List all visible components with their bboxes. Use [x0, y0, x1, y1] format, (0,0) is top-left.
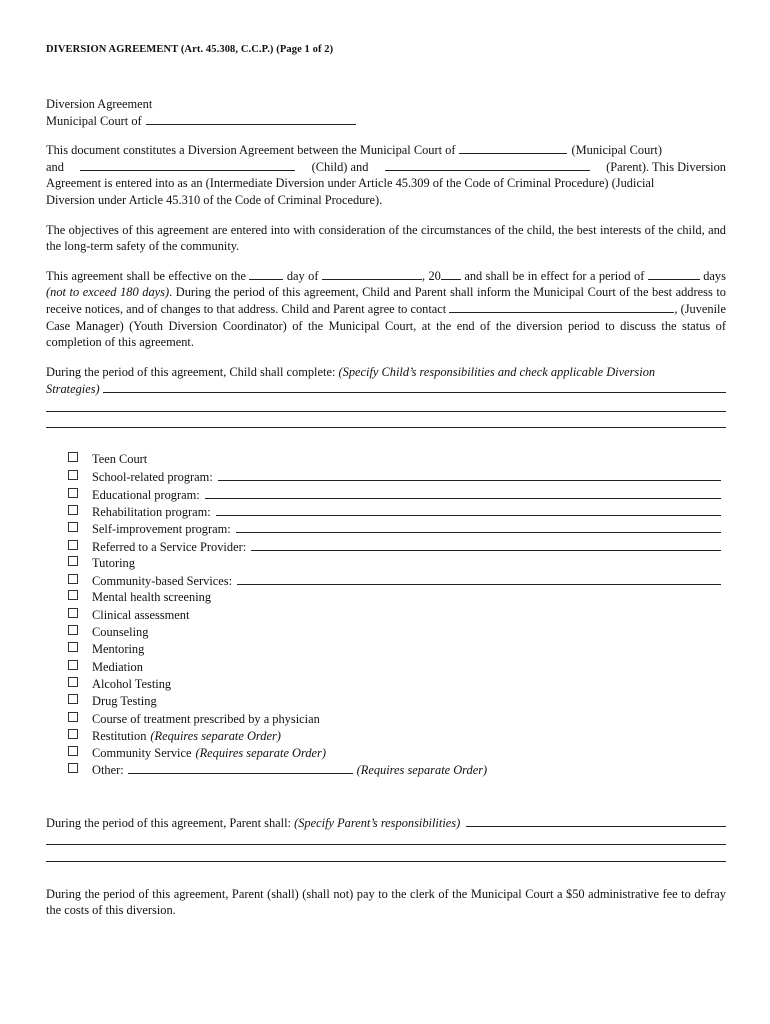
checkbox[interactable] — [68, 590, 78, 600]
checklist-item — [68, 486, 721, 503]
checklist-item — [68, 762, 721, 779]
checkbox[interactable] — [68, 470, 78, 480]
effective-text: . During the period of this agreement, Child and Parent shall inform the Municipal Court of the best address to receive notices, and of changes to that address. Child and Parent agree to contact — [46, 285, 726, 316]
checkbox[interactable] — [68, 556, 78, 566]
checklist-item — [68, 728, 721, 745]
checklist-item-blank[interactable] — [236, 520, 721, 533]
checkbox[interactable] — [68, 642, 78, 652]
child-responsibilities-paragraph — [46, 364, 726, 431]
checklist-item-label: Mentoring — [92, 642, 145, 657]
checklist-item — [68, 451, 721, 468]
checklist-item-label: Drug Testing — [92, 694, 157, 709]
checklist-item — [68, 676, 721, 693]
period-days-blank[interactable] — [648, 268, 700, 280]
municipal-court-blank[interactable] — [459, 142, 567, 154]
checklist-item — [68, 538, 721, 555]
effective-text: day of — [286, 268, 319, 283]
checklist-item-label: Mediation — [92, 659, 143, 674]
child-resp-note: (Specify Child’s responsibilities and check applicable Diversion — [338, 364, 656, 379]
effective-text: This agreement shall be effective on the — [46, 268, 246, 283]
checklist-item-label: Mental health screening — [92, 590, 212, 605]
checklist-item — [68, 607, 721, 624]
checklist-item-note: (Requires separate Order) — [356, 763, 488, 778]
checkbox[interactable] — [68, 677, 78, 687]
checklist-item-blank[interactable] — [237, 572, 721, 585]
checklist-item — [68, 659, 721, 676]
parties-text: This document constitutes a Diversion Agreement between the Municipal Court of — [46, 143, 456, 158]
fee-paragraph: During the period of this agreement, Parent (shall) (shall not) pay to the clerk of the Municipal Court a $50 administrative fee to defray the costs of this diversion. — [46, 886, 726, 918]
parties-paragraph — [46, 142, 726, 208]
parent-resp-blank-line[interactable] — [46, 845, 726, 862]
checklist-item — [68, 572, 721, 589]
checklist-item — [68, 745, 721, 762]
checkbox[interactable] — [68, 746, 78, 756]
checklist-item-label: School-related program: — [92, 470, 213, 485]
child-resp-text: During the period of this agreement, Child shall complete: — [46, 364, 336, 379]
child-resp-line-1 — [46, 364, 726, 381]
checkbox[interactable] — [68, 625, 78, 635]
checkbox[interactable] — [68, 729, 78, 739]
parent-resp-text: During the period of this agreement, Parent shall: — [46, 815, 291, 830]
effective-text: , 20 — [421, 268, 441, 283]
checkbox[interactable] — [68, 574, 78, 584]
effective-text: , (Juvenile Case Manager) (Youth Diversion Coordinator) of the Municipal Court, at the end of the diversion period to discuss the status of completion of this agreement. — [46, 301, 726, 350]
checklist-item — [68, 555, 721, 572]
checklist-item-label: Tutoring — [92, 555, 135, 570]
checkbox[interactable] — [68, 540, 78, 550]
checkbox[interactable] — [68, 522, 78, 532]
checklist-item-label: Other: — [92, 763, 124, 778]
checklist-item-label: Clinical assessment — [92, 607, 190, 622]
checklist-item — [68, 468, 721, 485]
diversion-strategies-list — [68, 451, 721, 780]
checklist-item — [68, 624, 721, 641]
parties-text: (Municipal Court) — [571, 143, 662, 158]
child-resp-blank-line[interactable] — [46, 412, 726, 429]
effective-note: (not to exceed 180 days) — [46, 285, 170, 300]
checklist-item-note: (Requires separate Order) — [150, 728, 281, 743]
checklist-item — [68, 503, 721, 520]
checklist-item-blank[interactable] — [216, 503, 721, 516]
child-resp-blank-line[interactable] — [46, 395, 726, 412]
parent-responsibilities-paragraph — [46, 814, 726, 865]
title-line: Diversion Agreement — [46, 97, 153, 111]
checklist-item-label: Community-based Services: — [92, 574, 233, 589]
child-resp-note: Strategies) — [46, 382, 100, 397]
court-name-blank[interactable] — [146, 113, 356, 125]
effective-paragraph — [46, 268, 726, 351]
parent-resp-blank[interactable] — [466, 814, 726, 827]
checklist-item-label: Community Service — [92, 746, 192, 761]
year-blank[interactable] — [441, 268, 461, 280]
parties-line-2 — [46, 159, 726, 176]
parties-line-1 — [46, 142, 726, 159]
checklist-item-blank[interactable] — [251, 538, 721, 551]
checkbox[interactable] — [68, 763, 78, 773]
checklist-item — [68, 589, 721, 606]
title-block — [46, 96, 726, 129]
parent-resp-note: (Specify Parent’s responsibilities) — [294, 815, 461, 830]
effective-text: and shall be in effect for a period of — [464, 268, 645, 283]
contact-name-blank[interactable] — [449, 301, 674, 313]
document-page — [46, 44, 726, 919]
checklist-item-label: Restitution — [92, 728, 147, 743]
checkbox[interactable] — [68, 488, 78, 498]
checkbox[interactable] — [68, 452, 78, 462]
parent-resp-blank-line[interactable] — [46, 828, 726, 845]
day-blank[interactable] — [249, 268, 283, 280]
court-name-label: Municipal Court of — [46, 113, 142, 128]
month-blank[interactable] — [322, 268, 422, 280]
checklist-item-label: Alcohol Testing — [92, 676, 172, 691]
court-name-row — [46, 113, 726, 130]
child-resp-blank[interactable] — [103, 380, 726, 393]
child-name-blank[interactable] — [80, 159, 295, 171]
checklist-item-blank[interactable] — [205, 486, 721, 499]
effective-text: days — [703, 268, 726, 283]
checklist-item-label: Rehabilitation program: — [92, 504, 211, 519]
checklist-item-label: Teen Court — [92, 452, 148, 467]
parties-text: Diversion under Article 45.310 of the Code of Criminal Procedure). — [46, 192, 383, 207]
objectives-paragraph: The objectives of this agreement are entered into with consideration of the circumstances of the child, the best interests of the child, and the long-term safety of the community. — [46, 222, 726, 254]
parties-text: Agreement is entered into as an (Intermediate Diversion under Article 45.309 of the Code of Criminal Procedure) (Judicial — [46, 176, 655, 191]
checklist-item-label: Educational program: — [92, 487, 200, 502]
checklist-item-label: Self-improvement program: — [92, 522, 231, 537]
checklist-item-label: Referred to a Service Provider: — [92, 539, 247, 554]
checkbox[interactable] — [68, 505, 78, 515]
checklist-item-label: Counseling — [92, 625, 149, 640]
checkbox[interactable] — [68, 712, 78, 722]
checklist-item-blank[interactable] — [218, 468, 721, 481]
page-header: DIVERSION AGREEMENT (Art. 45.308, C.C.P.) (Page 1 of 2) — [46, 44, 334, 55]
checklist-item — [68, 693, 721, 710]
checklist-item-note: (Requires separate Order) — [195, 746, 326, 761]
checklist-item — [68, 711, 721, 728]
checklist-item-label: Course of treatment prescribed by a physician — [92, 711, 320, 726]
checkbox[interactable] — [68, 608, 78, 618]
parties-text: (Child) and — [311, 159, 369, 174]
parties-text: and — [46, 159, 64, 174]
checkbox[interactable] — [68, 660, 78, 670]
checklist-item — [68, 641, 721, 658]
parent-name-blank[interactable] — [385, 159, 590, 171]
checkbox[interactable] — [68, 694, 78, 704]
checklist-item-blank[interactable] — [128, 762, 353, 774]
parties-text: (Parent). This Diversion — [606, 159, 726, 174]
checklist-item — [68, 520, 721, 537]
